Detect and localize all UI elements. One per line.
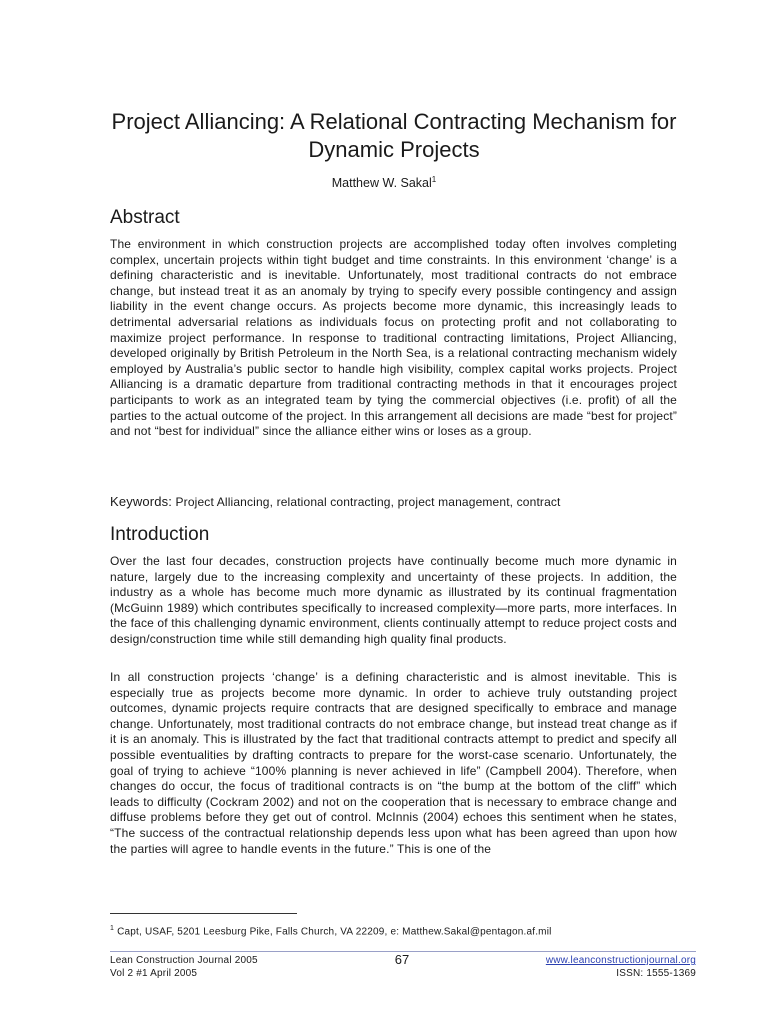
footer-issn: ISSN: 1555-1369 bbox=[616, 968, 696, 979]
intro-paragraph-1: Over the last four decades, construction projects have continually become much more dynamic in nature, largely due to the increasing complexity and uncertainty of these projects. In addition, the industry as a whole has become much more dynamic as illustrated by its continual fragmentation (McGuinn 1989) which contributes specifically to increased complexity—more parts, more interfaces. In the face of this challenging dynamic environment, clients continually attempt to reduce project costs and design/construction time while still demanding high quality final products. bbox=[110, 554, 677, 646]
keywords-text: Project Alliancing, relational contracting, project management, contract bbox=[175, 495, 561, 509]
page-number: 67 bbox=[394, 952, 410, 967]
footnote-divider bbox=[110, 913, 297, 914]
footer-left bbox=[110, 954, 258, 980]
author-name: Matthew W. Sakal bbox=[331, 176, 432, 191]
keywords-line bbox=[110, 494, 690, 511]
footnote-text: Capt, USAF, 5201 Leesburg Pike, Falls Church, VA 22209, e: Matthew.Sakal@pentagon.af.mil bbox=[117, 926, 552, 938]
introduction-heading: Introduction bbox=[110, 524, 210, 545]
author-footnote-mark: 1 bbox=[431, 175, 437, 184]
author-line bbox=[0, 172, 768, 191]
intro-paragraph-2: In all construction projects ‘change’ is a defining characteristic and is almost inevitable. This is especially true as projects become more dynamic. In order to achieve truly outstanding project outcomes, dynamic projects require contracts that are designed specifically to embrace and manage change. Unfortunately, most traditional contracts do not embrace change, but instead treat change as if it is an anomaly. This is illustrated by the fact that traditional contracts attempt to predict and specify all possible eventualities by drafting contracts to prepare for the worst-case scenario. Unfortunately, the goal of trying to achieve “100% planning is never achieved in life” (Campbell 2004). Therefore, when changes do occur, the focus of traditional contracts is on “the bump at the bottom of the cliff” which leads to difficulty (Cockram 2002) and not on the cooperation that is necessary to embrace change and diffuse problems before they get out of control. McInnis (2004) echoes this sentiment when he states, “The success of the contractual relationship depends less upon what has been agreed than upon how the parties will agree to handle events in the future.” This is one of the bbox=[110, 670, 677, 856]
footer-right bbox=[546, 954, 696, 980]
footnote-mark: 1 bbox=[110, 925, 115, 932]
keywords-label: Keywords: bbox=[110, 494, 173, 509]
journal-url-link[interactable]: www.leanconstructionjournal.org bbox=[545, 955, 696, 966]
footer-volume: Vol 2 #1 April 2005 bbox=[110, 968, 198, 979]
footnote bbox=[110, 922, 690, 938]
footer-journal: Lean Construction Journal 2005 bbox=[110, 955, 258, 966]
abstract-heading: Abstract bbox=[110, 207, 180, 228]
abstract-paragraph: The environment in which construction projects are accomplished today often involves completing complex, uncertain projects within tight budget and time constraints. In this environment ‘change’ is a defining characteristic and is inevitable. Unfortunately, most traditional contracts do not embrace change, but instead treat it as an anomaly by trying to specify every possible contingency and assign liability in the event change occurs. As projects become more dynamic, this increasingly leads to detrimental adversarial relations as individuals focus on protecting profit and not collaborating to maximize project performance. In response to traditional contracting limitations, Project Alliancing, developed originally by British Petroleum in the North Sea, is a relational contracting mechanism widely employed by Australia’s public sector to handle high visibility, complex capital works projects. Project Alliancing is a dramatic departure from traditional contracting methods in that it encourages project participants to work as an integrated team by tying the commercial objectives (i.e. profit) of all the parties to the actual outcome of the project. In this arrangement all decisions are made “best for project” and not “best for individual” since the alliance either wins or loses as a group. bbox=[110, 237, 677, 439]
paper-title: Project Alliancing: A Relational Contracting Mechanism for Dynamic Projects bbox=[111, 109, 677, 162]
